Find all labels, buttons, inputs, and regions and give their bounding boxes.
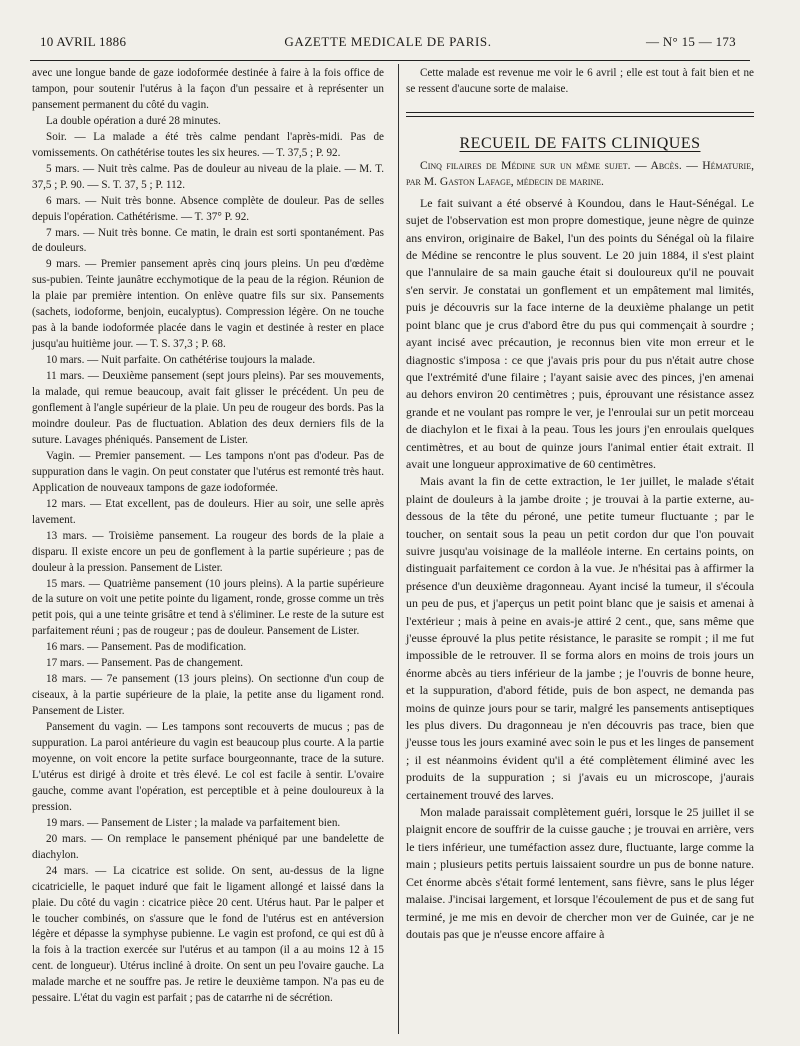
paragraph: Mon malade paraissait complètement guéri, lorsque le 25 juillet il se plaignit encore de souffrir de la cuisse gauche ; je trouvai en arrière, vers le tiers inférieur, une tuméfaction assez dure, fluctuante, large comme la main ; plusieurs petits pertuis laissaient sourdre un pus de bonne nature. Cet énorme abcès s'était formé lentement, sans fièvre, sans le plus léger malaise. J'incisai largement, et lorsque l'écoulement de pus et de sang fut terminé, je me mis en devoir de chercher mon ver de Guinée, car je ne doutais pas que je n'eusse encore affaire à [406,805,754,941]
section-rule [406,112,754,117]
paragraph: 24 mars. — La cicatrice est solide. On sent, au-dessus de la ligne cicatricielle, le paquet induré que fait le ligament allongé et laissé dans la plaie. Du côté du vagin : cicatrice pièce 20 cent. Utérus haut. Par le palper et le toucher combinés, on s'assure que le fond de l'utérus est en antéversion légère et dépasse la symphyse pubienne. Le vagin est profond, ce qui est dû à la fois à la traction exercée sur l'utérus et au tampon (il a au moins 12 à 15 cent. de longueur). Utérus incliné à droite. On sent un peu l'ovaire gauche. La malade marche et ne souffre pas. Je retire le deuxième tampon. N'a pas eu de pessaire. L'état du vagin est parfait ; pas de catarrhe ni de sécrétion. [32,864,384,1005]
header-rule [30,60,750,61]
paragraph: Le fait suivant a été observé à Koundou, dans le Haut-Sénégal. Le sujet de l'observation est mon propre domestique, jeune nègre de quinze ans environ, originaire de Bakel, l'un des points du Sénégal où la filaire de Médine se rencontre le plus souvent. Le 20 juin 1884, il s'est plaint que l'annulaire de sa main gauche était si douloureux qu'il ne pouvait s'en servir. Je constatai un gonflement et un empâtement mal limités, puis je découvris sur la face interne de la deuxième phalange un petit point blanc que je crus d'abord être du pus qui commençait à sourdre ; ayant incisé avec précaution, je reconnus bien vite mon erreur et le diagnostic s'imposa : ce que j'avais pris pour du pus n'était autre chose que l'extrémité d'une filaire ; l'ayant saisie avec des pinces, j'en amenai au dehors environ 20 centimètres ; puis, éprouvant une résistance assez grande et ne voulant pas rompre le ver, je l'enroulai sur un petit morceau de diachylon et le fixai à la peau. Tous les jours j'en enroulais quelques centimètres, et au bout de quinze jours l'animal entier était extrait. Il avait une longueur approximative de 60 centimètres. [406,195,754,471]
paragraph: 6 mars. — Nuit très bonne. Absence complète de douleur. Pas de selles depuis l'opération. Cathétérisme. — T. 37° P. 92. [32,194,384,223]
issue-date: 10 AVRIL 1886 [40,34,127,49]
paragraph: Mais avant la fin de cette extraction, le 1er juillet, le malade s'était plaint de douleurs à la jambe droite ; je trouvai à la partie externe, au-dessous de la tête du péroné, une petite tumeur fluctuante ; par le toucher, on sentait sous la peau un petit cordon dur que l'on pouvait suivre jusqu'au voisinage de la malléole interne. En certains points, on distinguait parfaitement ce cordon à la vue. Je n'hésitai pas à affirmer la présence d'un deuxième dragonneau. Ayant incisé la tumeur, il s'écoula un peu de pus, et j'aperçus un petit point blanc que je saisis et amenai à l'extérieur ; mais à peine en avais-je attiré 2 cent., que, sans même que j'eusse éprouvé la plus petite résistance, le parasite se rompit ; il me fut impossible de le retrouver. Il se forma alors en moins de trois jours un énorme abcès au tiers inférieur de la jambe ; je l'ouvris de bonne heure, et la suppuration, d'abord fétide, puis de bon aspect, ne demanda pas moins de quinze jours pour se tarir, malgré les pansements antiseptiques les plus divers. Du dragonneau je n'en découvris pas trace, bien que j'eusse tous les jours examiné avec soin le pus et les linges de pansement ; il est néanmoins évident qu'il a été complètement éliminé avec les produits de la suppuration ; si j'avais eu un microscope, j'aurais certainement trouvé des larves. [406,474,754,802]
paragraph: 9 mars. — Premier pansement après cinq jours pleins. Un peu d'œdème sus-pubien. Teinte jaunâtre ecchymotique de la peau de la région. Réunion de la plaie par première intention. On enlève quatre fils sur six. Pansements (sachets, iodoforme, benjoin, eucalyptus). Compression légère. On ne touche pas à la bande iodoformée placée dans le vagin et destinée à rester en place jusqu'au huitième jour. — T. S. 37,3 ; P. 68. [32,258,384,351]
left-column [32,66,384,1007]
paragraph: 16 mars. — Pansement. Pas de modification. [46,641,247,654]
issue-page-number: — N° 15 — 173 [646,34,736,49]
section-title: RECUEIL DE FAITS CLINIQUES [459,134,701,152]
column-divider [398,64,399,1034]
paragraph: 19 mars. — Pansement de Lister ; la malade va parfaitement bien. [46,816,341,829]
paragraph: Vagin. — Premier pansement. — Les tampons n'ont pas d'odeur. Pas de suppuration dans le vagin. On peut constater que l'utérus est remonté très haut. Application de nouveaux tampons de gaze iodoformée. [32,449,384,494]
paragraph: 7 mars. — Nuit très bonne. Ce matin, le drain est sorti spontanément. Pas de douleurs. [32,226,384,255]
paragraph: Pansement du vagin. — Les tampons sont recouverts de mucus ; pas de suppuration. La paroi antérieure du vagin est beaucoup plus courte. A la partie moyenne, on voit encore la petite surface bourgeonnante, trace de la suture. L'utérus est dirigé à droite et très élevé. Le col est facile à sentir. L'ovaire gauche, comme avant l'opération, est perceptible et à peine douloureux à la pression. [32,721,384,813]
page-header [40,34,736,54]
paragraph: 5 mars. — Nuit très calme. Pas de douleur au niveau de la plaie. — M. T. 37,5 ; P. 90. — S. T. 37, 5 ; P. 112. [32,162,384,191]
paragraph: 12 mars. — Etat excellent, pas de douleurs. Hier au soir, une selle après lavement. [32,497,384,526]
paragraph: 18 mars. — 7e pansement (13 jours pleins). On sectionne d'un coup de ciseaux, à la partie supérieure de la plaie, la petite anse du ligament rond. Pansement de Lister. [32,673,384,718]
journal-title: GAZETTE MEDICALE DE PARIS. [284,34,492,49]
article-body [406,195,754,943]
paragraph: 11 mars. — Deuxième pansement (sept jours pleins). Par ses mouvements, la malade, qui remue beaucoup, avait fait glisser le précédent. Un peu de gonflement à l'angle supérieur de la plaie. Un peu de rougeur des bords. Pas la moindre douleur. Pas de fluctuation. Ablation des deux derniers fils de la suture. Lavages phéniqués. Pansement de Lister. [32,370,384,446]
paragraph: 13 mars. — Troisième pansement. La rougeur des bords de la plaie a disparu. Il existe encore un peu de gonflement à la partie supérieure ; pas de douleur à la pression. Pansement de Lister. [32,529,384,574]
paragraph: 17 mars. — Pansement. Pas de changement. [46,657,244,670]
intro-paragraph: Cette malade est revenue me voir le 6 avril ; elle est tout à fait bien et ne se ressent d'aucune sorte de malaise. [406,67,754,95]
paragraph: 15 mars. — Quatrième pansement (10 jours pleins). A la partie supérieure de la suture on voit une petite pointe du ligament, ronde, grosse comme un très petit pois, qui a une teinte grisâtre et tend à s'éliminer. Le reste de la suture est parfaitement réuni ; pas de rougeur ; pas de douleur. Pansement de Lister. [32,577,384,638]
paragraph: Soir. — La malade a été très calme pendant l'après-midi. Pas de vomissements. On cathétérise toutes les six heures. — T. 37,5 ; P. 92. [32,130,384,159]
paragraph: La double opération a duré 28 minutes. [46,114,221,127]
article-heading: Cinq filaires de Médine sur un même sujet. — Abcès. — Hématurie, par M. Gaston Lafage, médecin de marine. [406,158,754,189]
right-column [406,66,754,943]
paragraph: avec une longue bande de gaze iodoformée destinée à faire à la fois office de tampon, pour soutenir l'utérus à la façon d'un pessaire et à représenter un pansement permanent du côté du vagin. [32,67,384,111]
paragraph: 20 mars. — On remplace le pansement phéniqué par une bandelette de diachylon. [32,832,384,861]
paragraph: 10 mars. — Nuit parfaite. On cathétérise toujours la malade. [46,354,316,367]
